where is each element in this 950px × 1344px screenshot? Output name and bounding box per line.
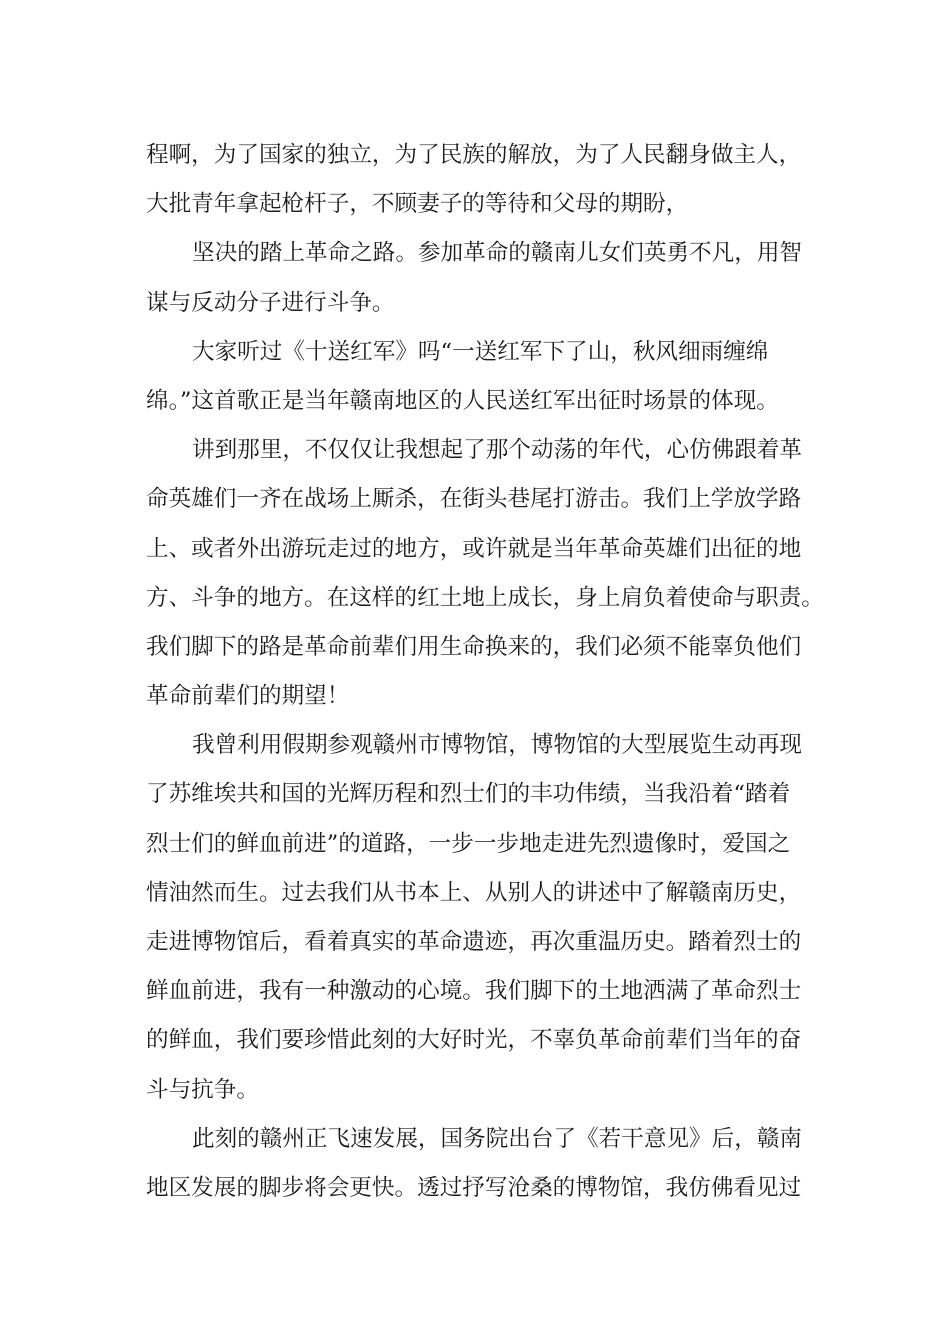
text-line-18: 鲜血前进，我有一种激动的心境。我们脚下的土地洒满了革命烈士 xyxy=(146,978,802,1005)
text-line-2: 大批青年拿起枪杆子，不顾妻子的等待和父母的期盼， xyxy=(146,191,689,218)
text-line-4: 谋与反动分子进行斗争。 xyxy=(146,289,395,316)
text-line-11: 我们脚下的路是革命前辈们用生命换来的，我们必须不能辜负他们 xyxy=(146,633,802,660)
text-line-7: 讲到那里，不仅仅让我想起了那个动荡的年代，心仿佛跟着革 xyxy=(192,437,803,464)
text-line-1: 程啊，为了国家的独立，为了民族的解放，为了人民翻身做主人， xyxy=(146,142,802,168)
text-line-21: 此刻的赣州正飞速发展，国务院出台了《若干意见》后，赣南 xyxy=(192,1125,803,1152)
text-line-14: 了苏维埃共和国的光辉历程和烈士们的丰功伟绩，当我沿着“踏着 xyxy=(146,781,791,808)
text-line-3: 坚决的踏上革命之路。参加革命的赣南儿女们英勇不凡，用智 xyxy=(192,240,803,267)
text-line-6: 绵。”这首歌正是当年赣南地区的人民送红军出征时场景的体现。 xyxy=(146,387,779,414)
text-line-22: 地区发展的脚步将会更快。透过抒写沧桑的博物馆，我仿佛看见过 xyxy=(146,1174,802,1201)
text-line-9: 上、或者外出游玩走过的地方，或许就是当年革命英雄们出征的地 xyxy=(146,535,802,562)
text-line-12: 革命前辈们的期望！ xyxy=(146,683,350,710)
text-line-15: 烈士们的鲜血前进”的道路，一步一步地走进先烈遗像时，爱国之 xyxy=(146,830,791,857)
text-line-19: 的鲜血，我们要珍惜此刻的大好时光，不辜负革命前辈们当年的奋 xyxy=(146,1027,802,1054)
text-line-13: 我曾利用假期参观赣州市博物馆，博物馆的大型展览生动再现 xyxy=(192,732,803,759)
text-line-20: 斗与抗争。 xyxy=(146,1076,259,1103)
text-line-5: 大家听过《十送红军》吗“一送红军下了山，秋风细雨缠绵 xyxy=(192,338,769,365)
text-line-16: 情油然而生。过去我们从书本上、从别人的讲述中了解赣南历史， xyxy=(146,879,802,906)
text-line-8: 命英雄们一齐在战场上厮杀，在街头巷尾打游击。我们上学放学路 xyxy=(146,486,802,513)
text-line-17: 走进博物馆后，看着真实的革命遗迹，再次重温历史。踏着烈士的 xyxy=(146,929,802,955)
document-body xyxy=(146,131,824,1213)
text-line-10: 方、斗争的地方。在这样的红土地上成长，身上肩负着使命与职责。 xyxy=(146,584,824,611)
